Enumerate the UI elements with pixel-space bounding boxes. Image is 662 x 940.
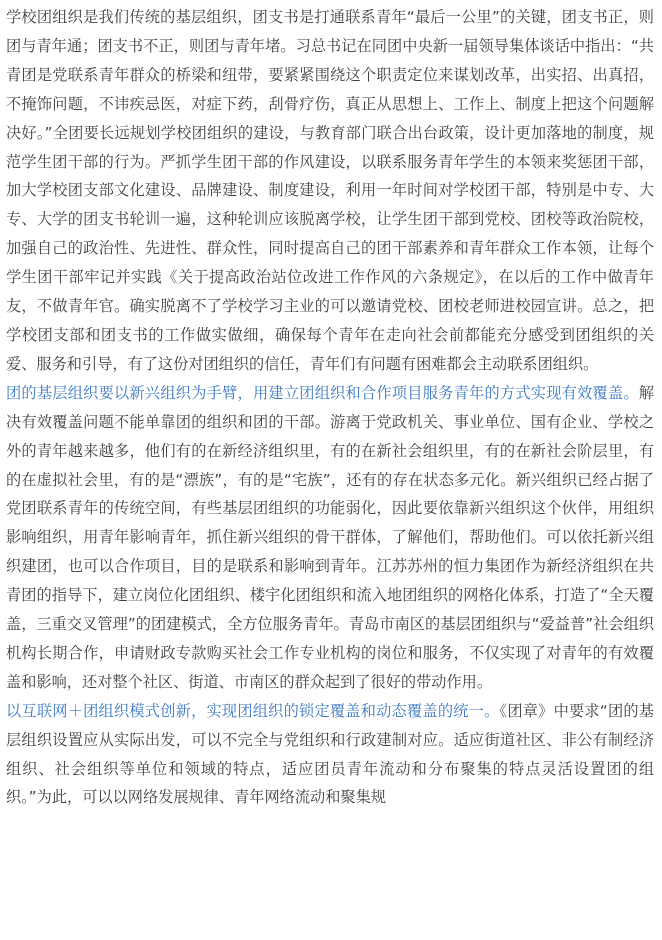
paragraph-text: 学校团组织是我们传统的基层组织，团支书是打通联系青年“最后一公里”的关键，团支书正，则团与青年通；团支书不正，则团与青年堵。习总书记在同团中央新一届领导集体谈话中指出：“共青团是党联系青年群众的桥梁和纽带，要紧紧围绕这个职责定位来谋划改革，出实招、出真招，不掩饰问题，不讳疾忌医，对症下药，刮骨疗伤，真正从思想上、工作上、制度上把这个问题解决好。”全团要长远规划学校团组织的建设，与教育部门联合出台政策，设计更加落地的制度，规范学生团干部的行为。严抓学生团干部的作风建设，以联系服务青年学生的本领来奖惩团干部，加大学校团支部文化建设、品牌建设、制度建设，利用一年时间对学校团干部，特别是中专、大专、大学的团支书轮训一遍，这种轮训应该脱离学校，让学生团干部到党校、团校等政治院校，加强自己的政治性、先进性、群众性，同时提高自己的团干部素养和青年群众工作本领，让每个学生团干部牢记并实践《关于提高政治站位改进工作作风的六条规定》，在以后的工作中做青年友，不做青年官。确实脱离不了学校学习主业的可以邀请党校、团校老师进校园宣讲。总之，把学校团支部和团支书的工作做实做细，确保每个青年在走向社会前都能充分感受到团组织的关爱、服务和引导，有了这份对团组织的信任，青年们有问题有困难都会主动联系团组织。	[6, 8, 654, 373]
paragraph-lead-highlight: 以互联网＋团组织模式创新，实现团组织的锁定覆盖和动态覆盖的统一。	[6, 701, 500, 720]
paragraph-internet-plus	[6, 697, 654, 813]
paragraph-new-organizations	[6, 379, 654, 697]
paragraph-school-league	[6, 3, 654, 379]
article-body	[6, 3, 654, 812]
paragraph-text: 《团章》中要求“团的基层组织设置应从实际出发，可以不完全与党组织和行政建制对应。适应街道社区、非公有制经济组织、社会组织等单位和领域的特点，适应团员青年流动和分布聚集的特点灵活设置团的组织。”为此，可以以网络发展规律、青年网络流动和聚集规	[6, 701, 654, 807]
paragraph-lead-highlight: 团的基层组织要以新兴组织为手臂，用建立团组织和合作项目服务青年的方式实现有效覆盖。	[6, 383, 639, 402]
paragraph-text: 解决有效覆盖问题不能单靠团的组织和团的干部。游离于党政机关、事业单位、国有企业、学校之外的青年越来越多，他们有的在新经济组织里，有的在新社会组织里，有的在新社会阶层里，有的在虚拟社会里，有的是“漂族”，有的是“宅族”，还有的存在状态多元化。新兴组织已经占据了党团联系青年的传统空间，有些基层团组织的功能弱化，因此要依靠新兴组织这个伙伴，用组织影响组织，用青年影响青年，抓住新兴组织的骨干群体，了解他们，帮助他们。可以依托新兴组织建团，也可以合作项目，目的是联系和影响到青年。江苏苏州的恒力集团作为新经济组织在共青团的指导下，建立岗位化团组织、楼宇化团组织和流入地团组织的网格化体系，打造了“全天覆盖，三重交叉管理”的团建模式，全方位服务青年。青岛市南区的基层团组织与“爱益普”社会组织机构长期合作，申请财政专款购买社会工作专业机构的岗位和服务，不仅实现了对青年的有效覆盖和影响，还对整个社区、街道、市南区的群众起到了很好的带动作用。	[6, 383, 654, 691]
